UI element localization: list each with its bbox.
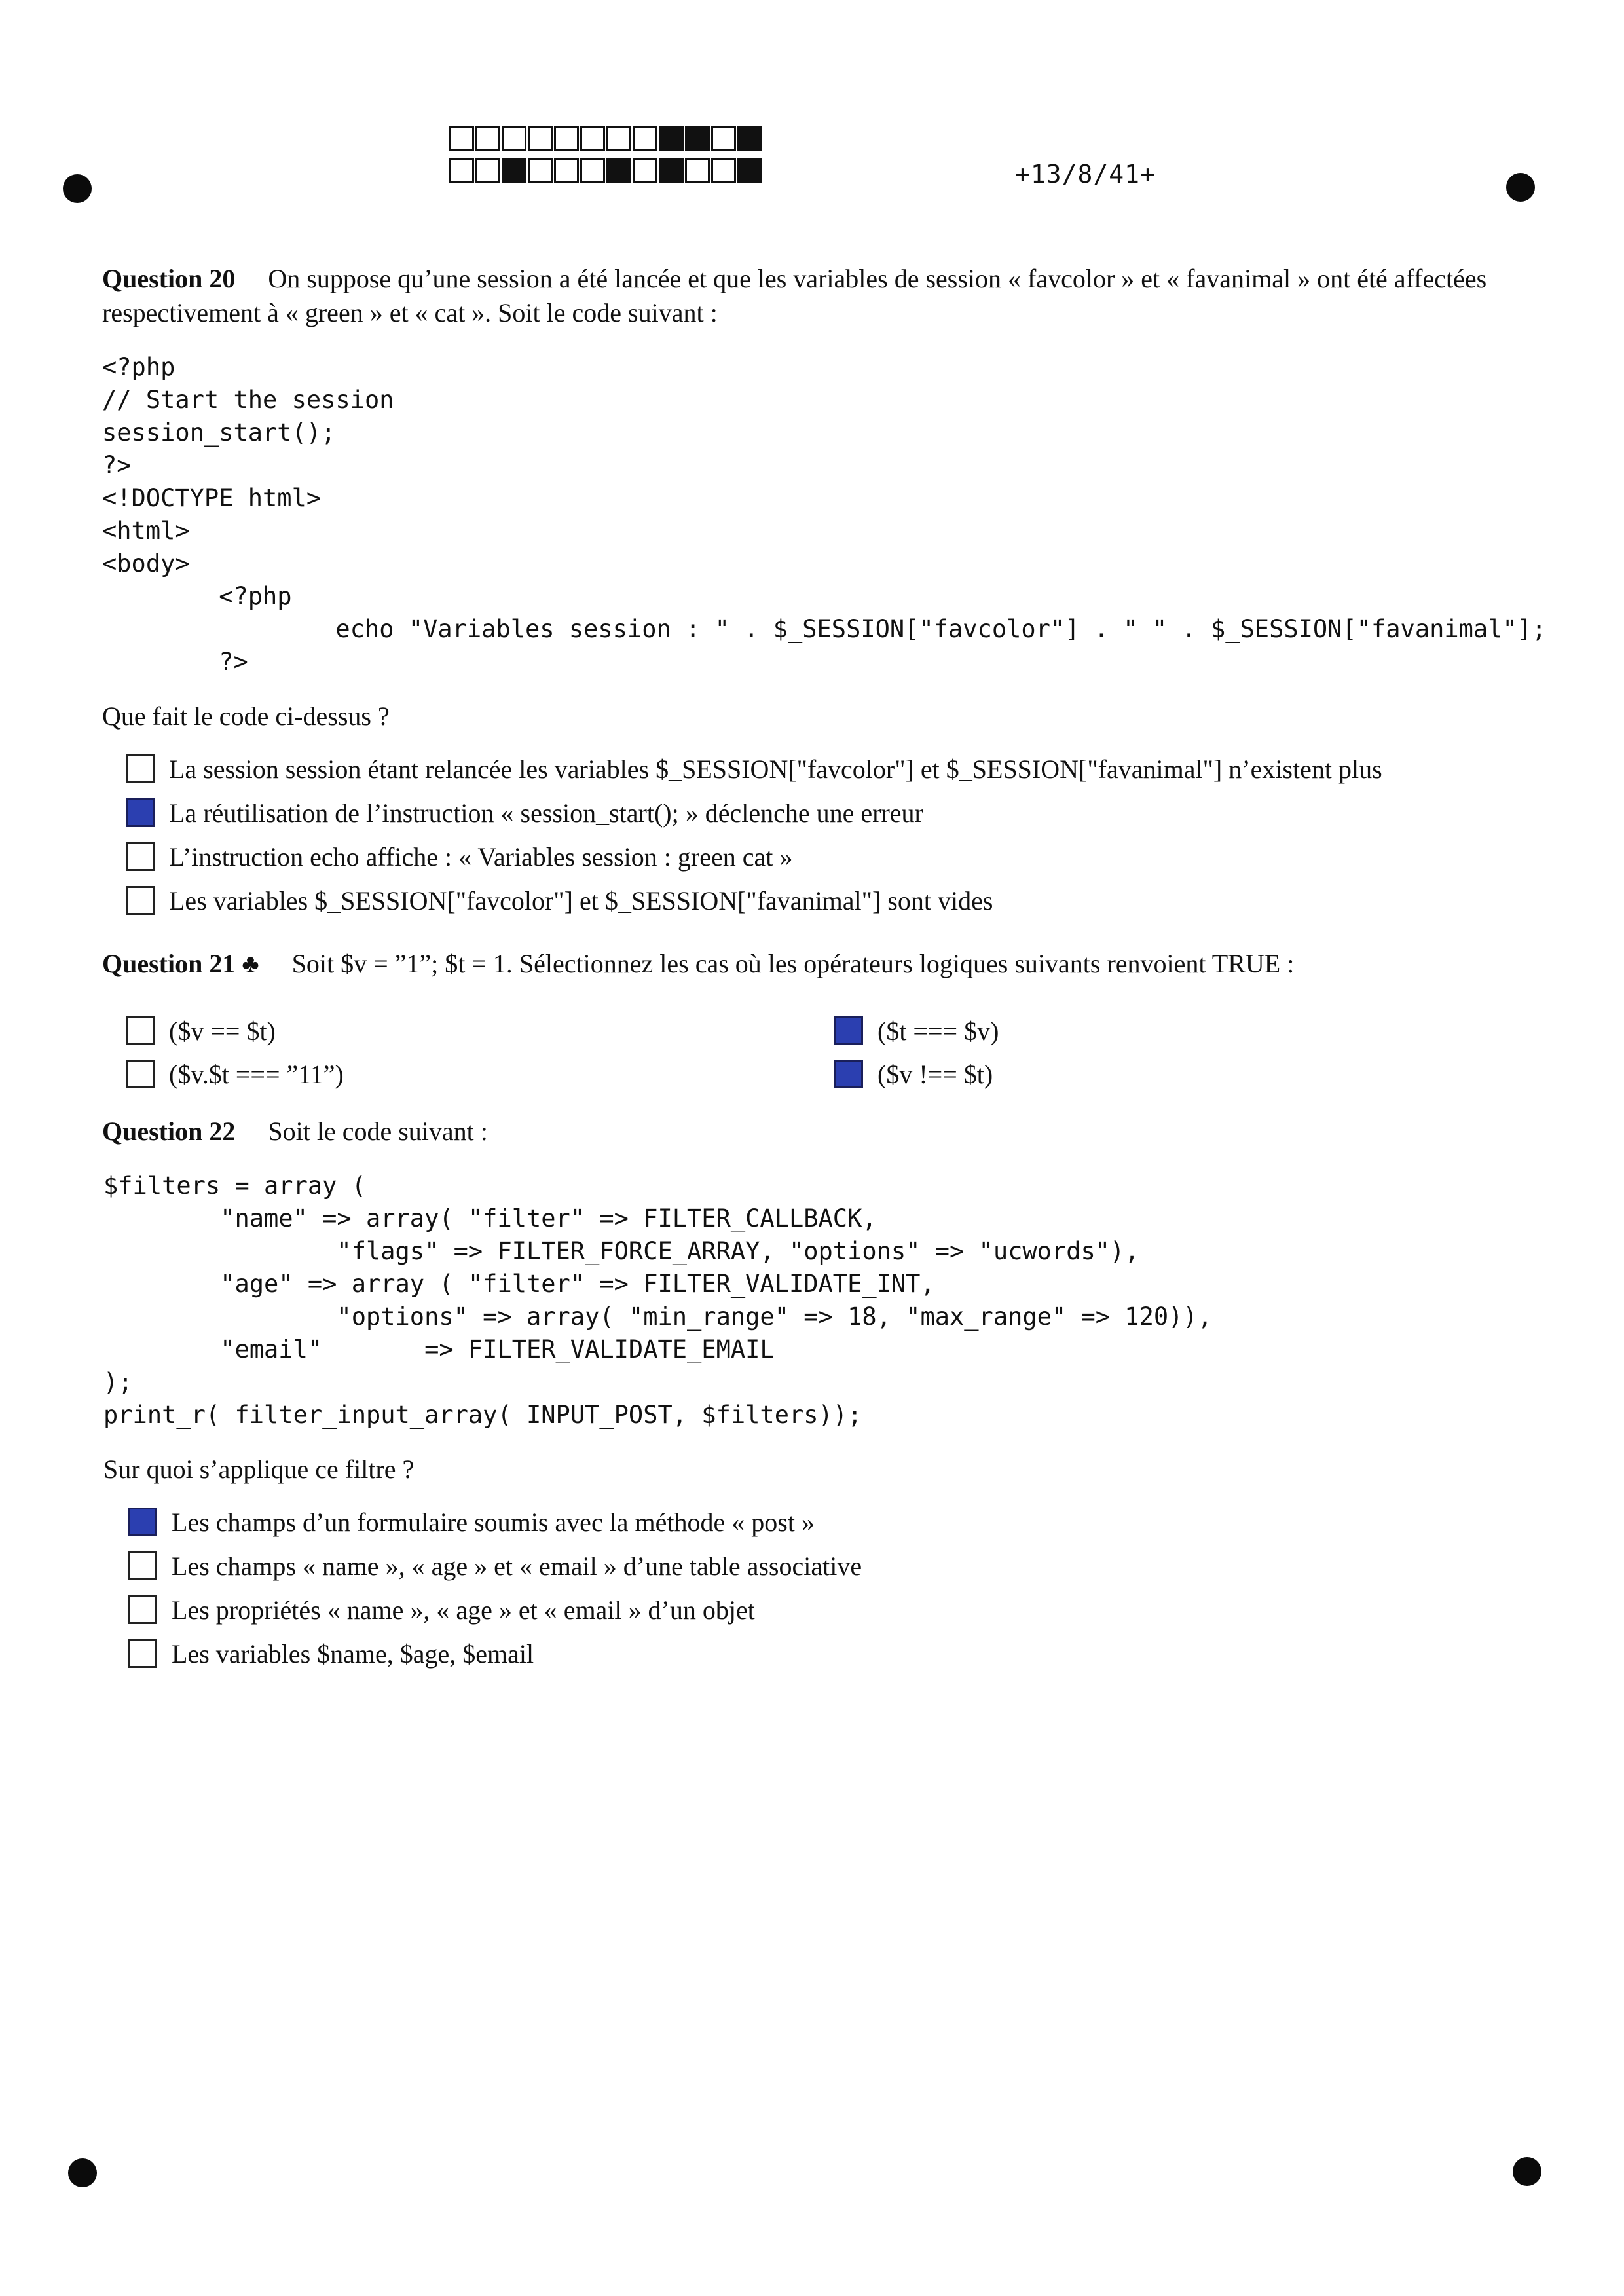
question-22-prompt: Sur quoi s’applique ce filtre ? [103, 1454, 415, 1484]
q21-option-4-label: ($v !== $t) [877, 1059, 993, 1089]
q22-option-4[interactable] [128, 1637, 534, 1671]
barcode-cell [737, 126, 762, 151]
q20-option-1[interactable] [126, 752, 1382, 786]
barcode-cell [685, 126, 710, 151]
barcode-cell [711, 158, 736, 183]
barcode-cell [528, 126, 553, 151]
barcode-cell [659, 158, 684, 183]
question-20 [102, 262, 1510, 330]
question-22 [102, 1115, 1510, 1149]
q22-option-3[interactable] [128, 1593, 755, 1627]
question-21-label [102, 949, 259, 978]
question-20-prompt: Que fait le code ci-dessus ? [102, 701, 390, 731]
q20-option-4-checkbox[interactable] [126, 886, 155, 915]
barcode-cell [685, 158, 710, 183]
question-20-text: On suppose qu’une session a été lancée et que les variables de session « favcolor » et « favanimal » ont été affectées respectivement à « green » et « cat ». Soit le code suivant : [102, 264, 1487, 327]
q22-option-2-checkbox[interactable] [128, 1551, 157, 1580]
question-22-code: $filters = array ( "name" => array( "filter" => FILTER_CALLBACK, "flags" => FILTER_FORCE_ARRAY, "options" => "ucwords"), "age" => array ( "filter" => FILTER_VALIDATE_INT, "options" => array( "min_range" => 18, "max_range" => 120)), "email" => FILTER_VALIDATE_EMAIL ); print_r( filter_input_array( INPUT_POST, $filters)); [103, 1172, 1212, 1429]
q21-option-1-label: ($v == $t) [169, 1016, 276, 1046]
question-21 [102, 947, 1510, 981]
barcode-cell [633, 126, 657, 151]
q22-option-1-label: Les champs d’un formulaire soumis avec la méthode « post » [172, 1507, 815, 1537]
barcode-cell [554, 126, 579, 151]
q20-option-1-checkbox[interactable] [126, 754, 155, 783]
q22-option-2[interactable] [128, 1549, 862, 1583]
barcode-cell [580, 126, 605, 151]
barcode-cell [449, 158, 474, 183]
barcode-cell [659, 126, 684, 151]
barcode-cell [475, 126, 500, 151]
club-icon: ♣ [242, 949, 259, 978]
barcode-cell [449, 126, 474, 151]
q20-option-1-label: La session session étant relancée les variables $_SESSION["favcolor"] et $_SESSION["favanimal"] n’existent plus [169, 754, 1382, 784]
q21-option-3-label: ($v.$t === ”11”) [169, 1059, 344, 1089]
question-22-label: Question 22 [102, 1117, 236, 1146]
q22-option-1-checkbox[interactable] [128, 1508, 157, 1536]
q20-option-3-checkbox[interactable] [126, 842, 155, 871]
barcode-cell [502, 158, 526, 183]
q22-option-3-label: Les propriétés « name », « age » et « email » d’un objet [172, 1595, 755, 1625]
barcode-cell [502, 126, 526, 151]
registration-mark-bottom-left [68, 2158, 97, 2187]
q22-option-1[interactable] [128, 1505, 815, 1539]
q21-option-2-label: ($t === $v) [877, 1016, 999, 1046]
barcode-cell [475, 158, 500, 183]
q21-option-3[interactable] [126, 1057, 344, 1091]
question-20-code: <?php // Start the session session_start(); ?> <!DOCTYPE html> <html> <body> <?php echo "Variables session : " . $_SESSION["favcolor"] . " " . $_SESSION["favanimal"]; ?> [102, 353, 1547, 676]
question-20-label: Question 20 [102, 264, 236, 293]
barcode-cell [580, 158, 605, 183]
q21-option-1[interactable] [126, 1014, 276, 1048]
q22-option-2-label: Les champs « name », « age » et « email » d’une table associative [172, 1551, 862, 1581]
question-22-text: Soit le code suivant : [268, 1117, 488, 1146]
q21-option-4-checkbox[interactable] [834, 1060, 863, 1088]
q20-option-2-label: La réutilisation de l’instruction « session_start(); » déclenche une erreur [169, 798, 923, 828]
q21-option-4[interactable] [834, 1057, 993, 1091]
barcode-cell [606, 126, 631, 151]
q21-option-3-checkbox[interactable] [126, 1060, 155, 1088]
q22-option-4-label: Les variables $name, $age, $email [172, 1639, 534, 1669]
page-id: +13/8/41+ [1015, 160, 1156, 189]
registration-mark-bottom-right [1513, 2157, 1541, 2186]
q20-option-3[interactable] [126, 840, 792, 874]
q20-option-2[interactable] [126, 796, 923, 830]
q20-option-4[interactable] [126, 883, 993, 917]
q20-option-2-checkbox[interactable] [126, 798, 155, 827]
q21-option-2-checkbox[interactable] [834, 1016, 863, 1045]
barcode-cell [737, 158, 762, 183]
registration-mark-top-left [63, 174, 92, 203]
question-21-text: Soit $v = ”1”; $t = 1. Sélectionnez les cas où les opérateurs logiques suivants renvoient TRUE : [291, 949, 1295, 978]
q21-option-2[interactable] [834, 1014, 999, 1048]
q22-option-3-checkbox[interactable] [128, 1595, 157, 1624]
barcode-cell [633, 158, 657, 183]
registration-mark-top-right [1506, 173, 1535, 202]
q20-option-3-label: L’instruction echo affiche : « Variables session : green cat » [169, 842, 793, 872]
question-21-label-text: Question 21 [102, 949, 236, 978]
q21-option-1-checkbox[interactable] [126, 1016, 155, 1045]
barcode-cell [606, 158, 631, 183]
barcode-cell [711, 126, 736, 151]
barcode-cell [528, 158, 553, 183]
barcode-cell [554, 158, 579, 183]
q20-option-4-label: Les variables $_SESSION["favcolor"] et $_SESSION["favanimal"] sont vides [169, 885, 993, 916]
q22-option-4-checkbox[interactable] [128, 1639, 157, 1668]
